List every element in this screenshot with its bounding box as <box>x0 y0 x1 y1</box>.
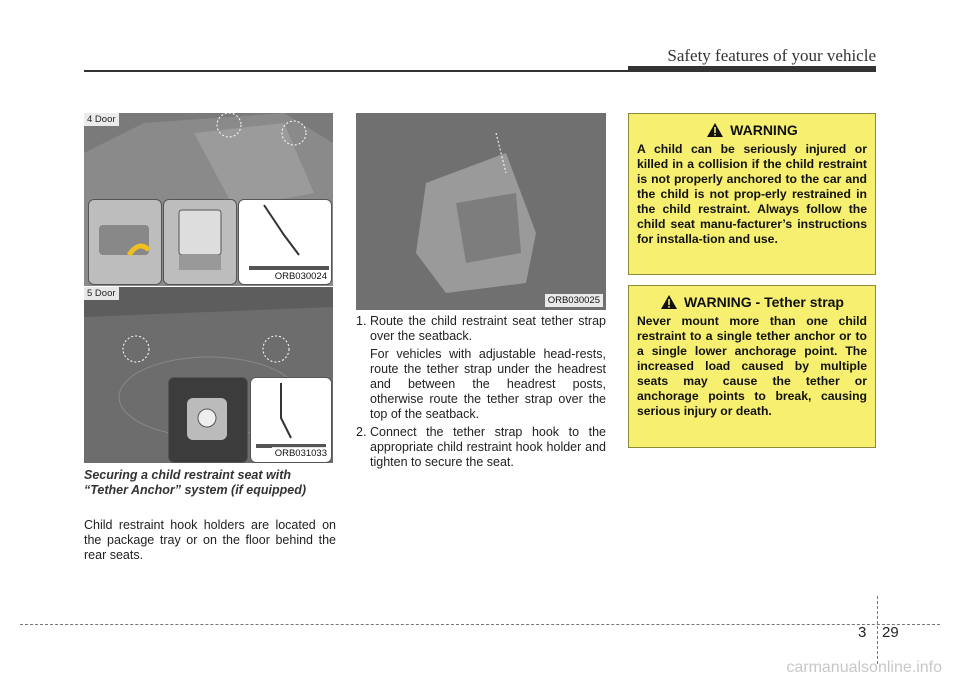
figure-code-5-door: ORB031033 <box>272 447 330 460</box>
figure-caption-5-door: 5 Door <box>84 287 119 300</box>
step-1-number: 1. <box>356 314 367 328</box>
warning-1-header <box>637 122 867 138</box>
footer-divider <box>877 596 878 664</box>
figure-code-child-seat: ORB030025 <box>545 294 603 307</box>
step-1-subtext: For vehicles with adjustable head-rests, route the tether strap under the headrest and between the headrest posts, otherwise route the tether strap over the top of the seatback. <box>370 347 606 421</box>
figure-code-4-door: ORB030024 <box>272 270 330 283</box>
step-2-text: Connect the tether strap hook to the appropriate child restraint hook holder and tighten to secure the seat. <box>370 425 606 469</box>
step-2 <box>356 425 606 470</box>
warning-2-body: Never mount more than one child restraint to a single tether anchor or to a single lower anchorage point. The increased load caused by multiple seats may cause the tether or anchorage points to break, causing serious injury or death. <box>637 314 867 418</box>
inset-floor-holder <box>168 377 248 463</box>
step-1-text: Route the child restraint seat tether strap over the seatback. <box>370 314 606 343</box>
warning-triangle-icon <box>706 122 724 138</box>
inset-hook-open <box>163 199 237 285</box>
warning-1-title: WARNING <box>730 122 798 138</box>
chapter-number: 3 <box>858 624 867 641</box>
section-title: Safety features of your vehicle <box>667 46 876 65</box>
watermark: carmanualsonline.info <box>786 659 942 676</box>
photo-child-seat <box>356 113 606 310</box>
warning-box-2 <box>628 285 876 448</box>
footer-rule <box>20 624 940 625</box>
step-1 <box>356 314 606 422</box>
step-2-number: 2. <box>356 425 367 439</box>
instruction-steps <box>356 314 606 470</box>
left-body-paragraph: Child restraint hook holders are located on the package tray or on the floor behind the rear seats. <box>84 518 336 562</box>
inset-hook-holder <box>88 199 162 285</box>
warning-2-title: WARNING - Tether strap <box>684 294 844 310</box>
figure-caption-4-door: 4 Door <box>84 113 119 126</box>
photo-5-door <box>84 287 333 463</box>
child-seat-illustration <box>356 113 606 310</box>
warning-1-body: A child can be seriously injured or killed in a collision if the child restraint is not properly anchored to the car and the child is not prop-erly restrained in the child restraint. Always follow the child seat manu-facturer’s instructions for installa-tion and use. <box>637 142 867 246</box>
page-number: 29 <box>882 624 899 641</box>
warning-triangle-icon <box>660 294 678 310</box>
figure-caption-title: Securing a child restraint seat with “Tether Anchor” system (if equipped) <box>84 468 307 497</box>
photo-4-door <box>84 113 333 286</box>
warning-2-header <box>637 294 867 310</box>
header-bar <box>628 66 876 72</box>
warning-box-1 <box>628 113 876 275</box>
